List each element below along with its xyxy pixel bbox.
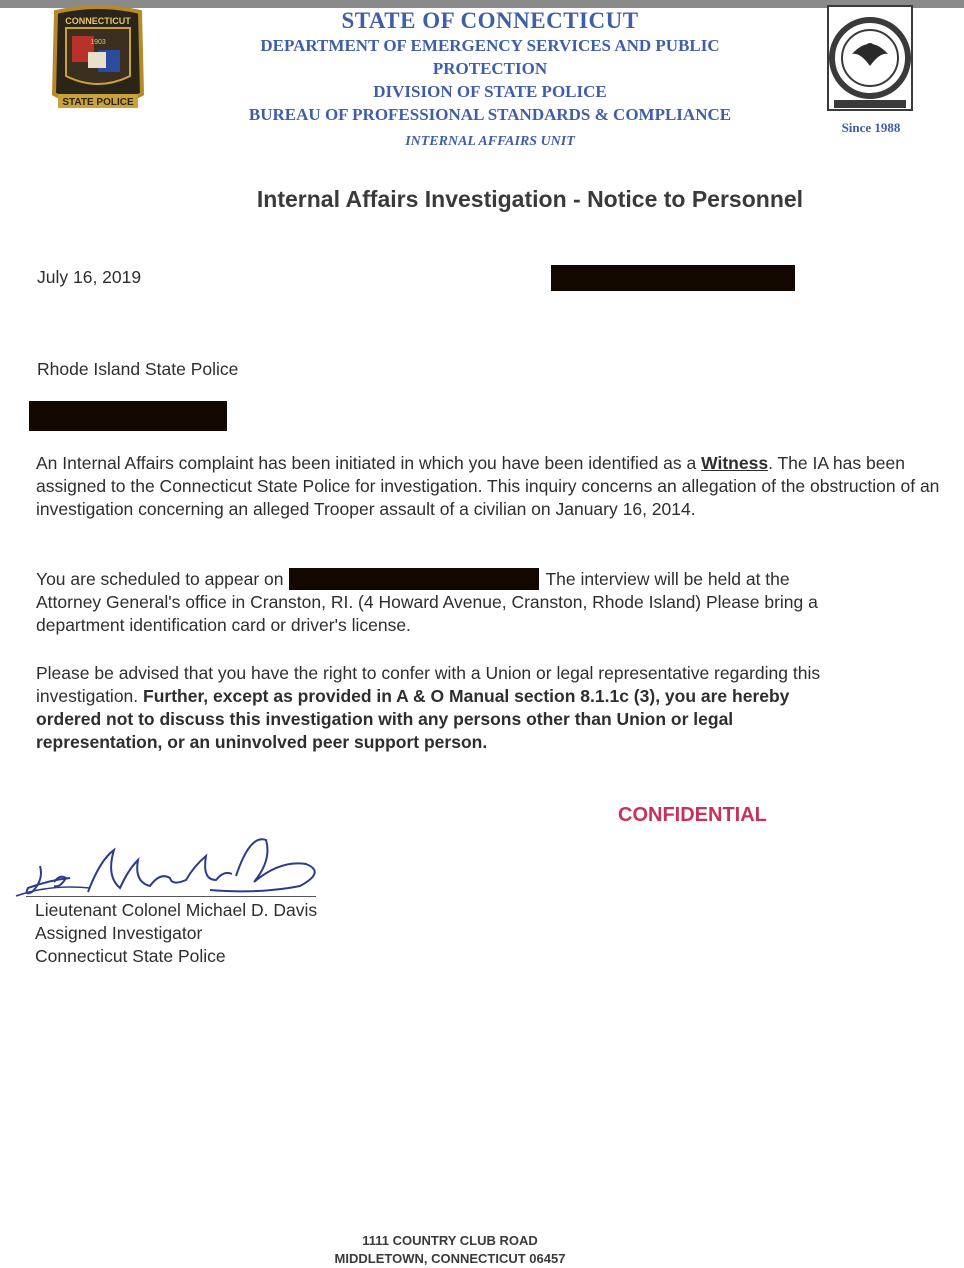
letterhead [180,8,800,150]
badge-year: 1903 [90,39,106,46]
badge-bottom-text: STATE POLICE [62,97,134,108]
footer-address-line2: MIDDLETOWN, CONNECTICUT 06457 [334,1251,566,1266]
division-line: DIVISION OF STATE POLICE [373,82,607,101]
signer-role: Assigned Investigator [35,923,203,943]
paragraph-notice-after: . The IA has been assigned to the Connecticut State Police for investigation. This inquiry concerns an allegation of the obstruction of an investigation concerning an alleged Trooper assault of a civilian on January 16, 2014. [36,453,940,519]
rights-order: Further, except as provided in A & O Manual section 8.1.1c (3), you are hereby ordered not to discuss this investigation with any persons other than Union or legal representation, or an uninvolved peer support person. [36,686,790,752]
bureau-line: BUREAU OF PROFESSIONAL STANDARDS & COMPLIANCE [248,105,732,124]
recipient-agency: Rhode Island State Police [37,359,239,379]
handwritten-signature [10,830,330,910]
witness-role: Witness [701,453,769,473]
schedule-before: You are scheduled to appear on [36,569,284,589]
accreditation-seal-logo [824,4,916,112]
document-title: Internal Affairs Investigation - Notice to Personnel [256,186,804,212]
letter-date: July 16, 2019 [37,267,142,287]
rights-plain: Please be advised that you have the right to confer with a Union or legal representative regarding this investigation. [36,663,821,706]
redaction-inline [289,568,539,590]
department-line2: PROTECTION [432,59,548,78]
badge-top-text: CONNECTICUT [65,16,131,26]
signature-line [26,896,316,897]
footer-address-line1: 1111 COUNTRY CLUB ROAD [362,1233,538,1248]
since-label: Since 1988 [841,120,901,135]
confidential-stamp: CONFIDENTIAL [618,804,767,826]
paragraph-notice [36,452,942,521]
unit-line: INTERNAL AFFAIRS UNIT [405,134,575,149]
schedule-after: The interview will be held at the Attorney General's office in Cranston, RI. (4 Howard Avenue, Cranston, Rhode Island) Please bring a department identification card or driver's license. [36,569,818,635]
state-heading: STATE OF CONNECTICUT [341,8,639,33]
signer-name: Lieutenant Colonel Michael D. Davis [35,900,318,920]
department-line1: DEPARTMENT OF EMERGENCY SERVICES AND PUBLIC [260,36,720,55]
state-police-badge-logo [50,6,146,114]
paragraph-schedule [36,568,836,637]
redaction-box-1 [551,265,795,291]
signer-agency: Connecticut State Police [35,946,226,966]
paragraph-rights [36,662,836,754]
redaction-box-2 [29,401,227,431]
paragraph-notice-before: An Internal Affairs complaint has been initiated in which you have been identified as a [36,453,702,473]
footer-address [0,1232,900,1268]
